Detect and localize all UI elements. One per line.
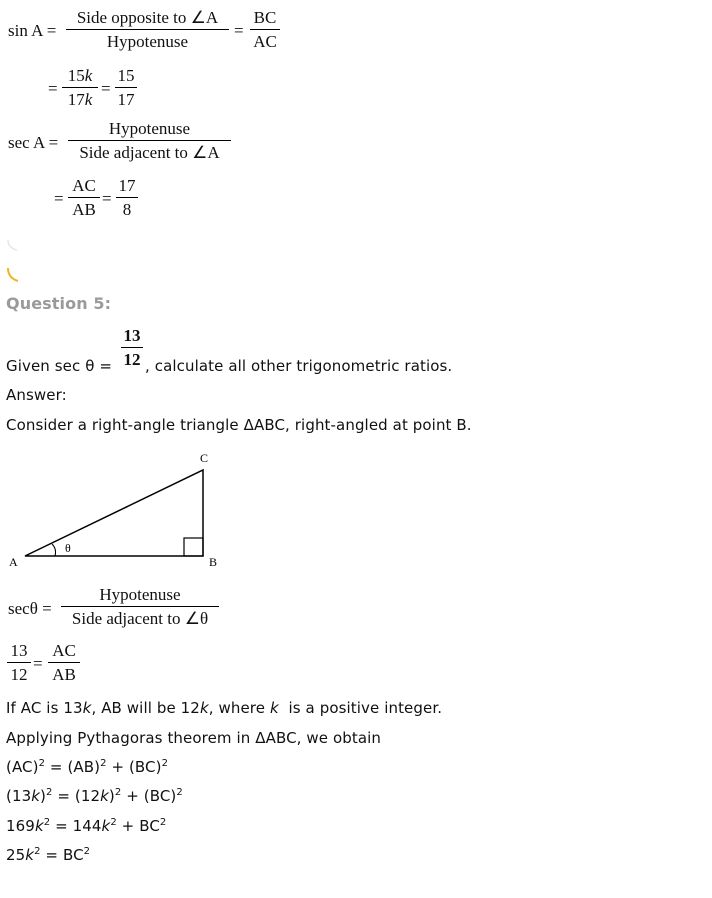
answer-label: Answer: [6,386,67,404]
triangle-label-a: A [9,555,18,569]
fraction-denominator: 12 [123,350,141,369]
fraction-denominator: 12 [10,665,28,684]
fraction-denominator: 17k [67,90,93,109]
consider-text: Consider a right-angle triangle ΔABC, right-angled at point B. [6,416,472,434]
fraction-denominator: 8 [122,200,132,219]
fraction-numerator: AC [68,176,100,198]
line-result: $25k^2 = BC^2$ [6,846,91,864]
eq-sectheta-lhs: secθ = [8,599,52,618]
equals-sign: = [48,79,58,98]
fraction-15-17 [115,66,137,110]
equals-sign: = [234,21,244,40]
fraction-denominator: Side adjacent to ∠A [79,143,220,162]
theta-angle-arc [52,544,56,556]
fraction-numerator: 15k [62,66,98,88]
equals-sign: = [33,654,43,673]
line-pythagoras-eq: (AC)$^2$ = (AB)$^2$ + (BC)$^2$ [6,758,169,776]
fraction-bc-ac [250,8,280,52]
fraction-numerator: 15 [115,66,137,88]
fraction-13-12-eq [7,641,31,685]
question-heading: Question 5: [6,294,112,313]
fraction-numerator: BC [250,8,280,30]
triangle-abc [25,470,203,556]
fraction-denominator: AC [253,32,277,51]
fraction-numerator: 13 [121,326,143,348]
fraction-numerator: Side opposite to ∠A [66,8,229,30]
fraction-denominator: 17 [117,90,135,109]
line-ac-ab-values: If AC is 13k, AB will be 12k, where k is a positive integer. [6,699,443,717]
line-expanded: $169k^2 = 144k^2 + BC^2$ [6,817,167,835]
decorative-arc-mark-yellow [4,266,20,284]
fraction-ac-ab [68,176,100,220]
fraction-13-12 [121,326,143,370]
equals-sign: = [54,189,64,208]
fraction-secA-ratio [68,119,231,163]
line-pythagoras-intro: Applying Pythagoras theorem in ΔABC, we obtain [6,729,382,747]
fraction-17-8 [116,176,138,220]
fraction-numerator: 13 [7,641,31,663]
right-angle-mark [184,538,203,556]
equals-sign: = [101,79,111,98]
fraction-ac-ab-eq [48,641,80,685]
fraction-numerator: Hypotenuse [61,585,219,607]
eq-secA-lhs: sec A = [8,133,59,152]
decorative-arc-mark-faint [4,238,20,254]
fraction-numerator: 17 [116,176,138,198]
triangle-label-c: C [200,451,209,465]
line-pythagoras-substituted: $(13k)^2 = (12k)^2 + (BC)^2$ [6,787,183,805]
right-triangle-figure [4,448,224,573]
triangle-label-b: B [209,555,218,569]
eq-sinA-lhs: sin A = [8,21,57,40]
fraction-denominator: Hypotenuse [106,32,189,51]
given-suffix: , calculate all other trigonometric ratios. [145,357,453,375]
fraction-denominator: AB [72,200,96,219]
fraction-denominator: AB [52,665,76,684]
triangle-label-theta: θ [65,541,71,555]
equals-sign: = [102,189,112,208]
fraction-sinA-ratio [66,8,229,52]
fraction-denominator: Side adjacent to ∠θ [71,609,209,628]
fraction-numerator: Hypotenuse [68,119,231,141]
given-prefix: Given sec θ = [6,357,113,375]
fraction-sectheta-ratio [61,585,219,629]
fraction-numerator: AC [48,641,80,663]
fraction-15k-17k [62,66,98,110]
